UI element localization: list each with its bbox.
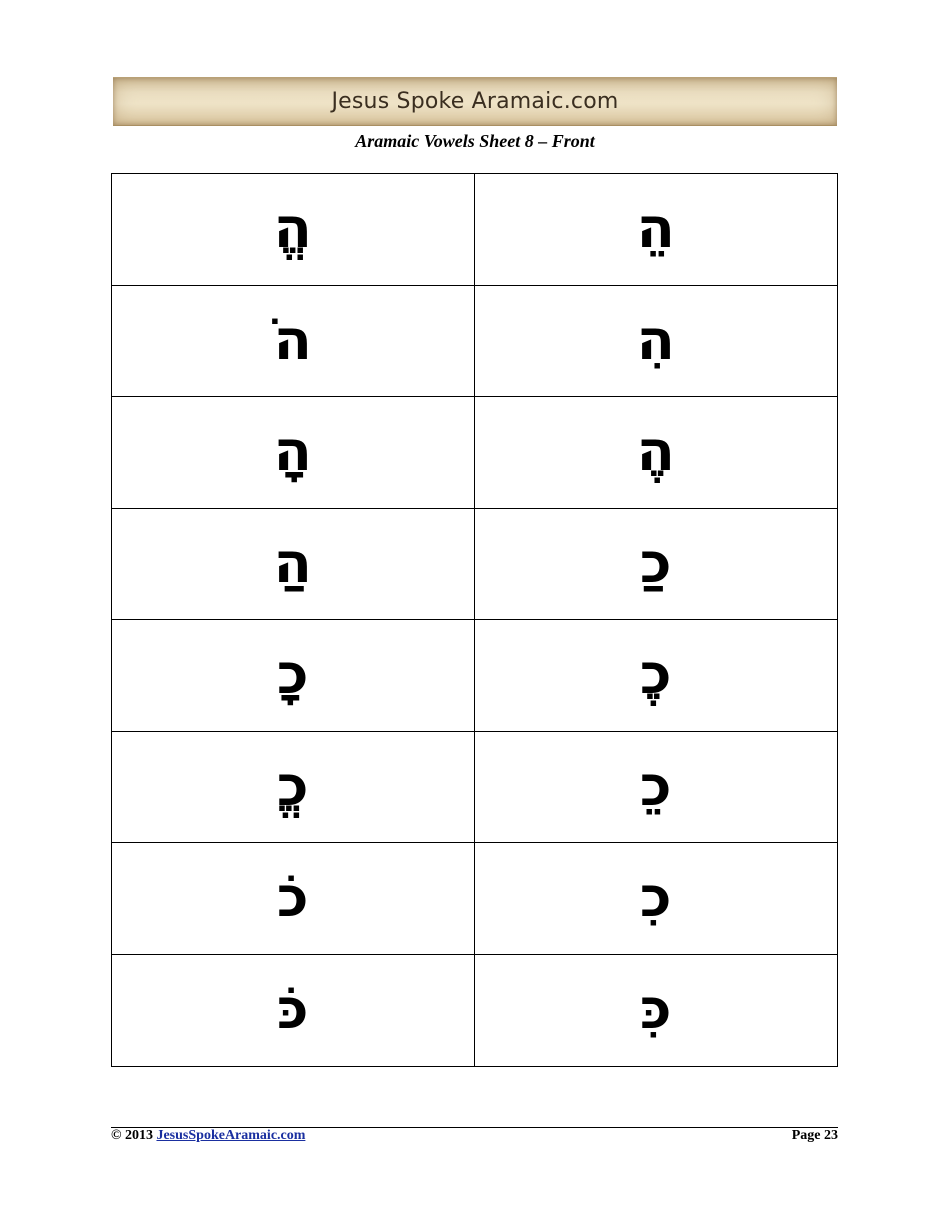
flashcard [112,286,475,398]
flashcard [112,174,475,286]
site-banner [113,77,837,126]
site-link[interactable]: JesusSpokeAramaic.com [156,1128,306,1143]
copyright-text: © 2013 [111,1128,153,1143]
banner-title: Jesus Spoke Aramaic.com [331,89,619,114]
sheet-title: Aramaic Vowels Sheet 8 – Front [355,131,595,151]
hebrew-glyph: הֱ [273,196,312,262]
flashcard [112,843,475,955]
hebrew-glyph: כֵ [639,753,672,819]
flashcard [475,397,838,509]
page-number: Page 23 [791,1128,838,1143]
hebrew-glyph: הֹ [273,307,312,373]
flashcard [475,620,838,732]
hebrew-glyph: כֹּ [276,977,309,1043]
flashcard [475,509,838,621]
flashcard [475,732,838,844]
flashcard [475,286,838,398]
hebrew-glyph: כָ [276,642,309,708]
hebrew-glyph: הֵ [636,196,675,262]
hebrew-glyph: כֶ [639,642,672,708]
footer-copyright [111,1128,305,1144]
flashcard [112,955,475,1067]
hebrew-glyph: כֹ [276,865,309,931]
flashcard [112,397,475,509]
flashcard [112,509,475,621]
hebrew-glyph: הָ [273,419,312,485]
flashcard [112,732,475,844]
hebrew-glyph: הִ [636,307,675,373]
hebrew-glyph: כִּ [639,977,672,1043]
hebrew-glyph: הֶ [636,419,675,485]
flashcard [475,174,838,286]
hebrew-glyph: כֱ [276,753,309,819]
flashcard [475,955,838,1067]
hebrew-glyph: הַ [273,530,312,596]
flashcard-grid [111,173,838,1067]
flashcard [112,620,475,732]
flashcard [475,843,838,955]
hebrew-glyph: כִ [639,865,672,931]
hebrew-glyph: כַ [639,530,672,596]
